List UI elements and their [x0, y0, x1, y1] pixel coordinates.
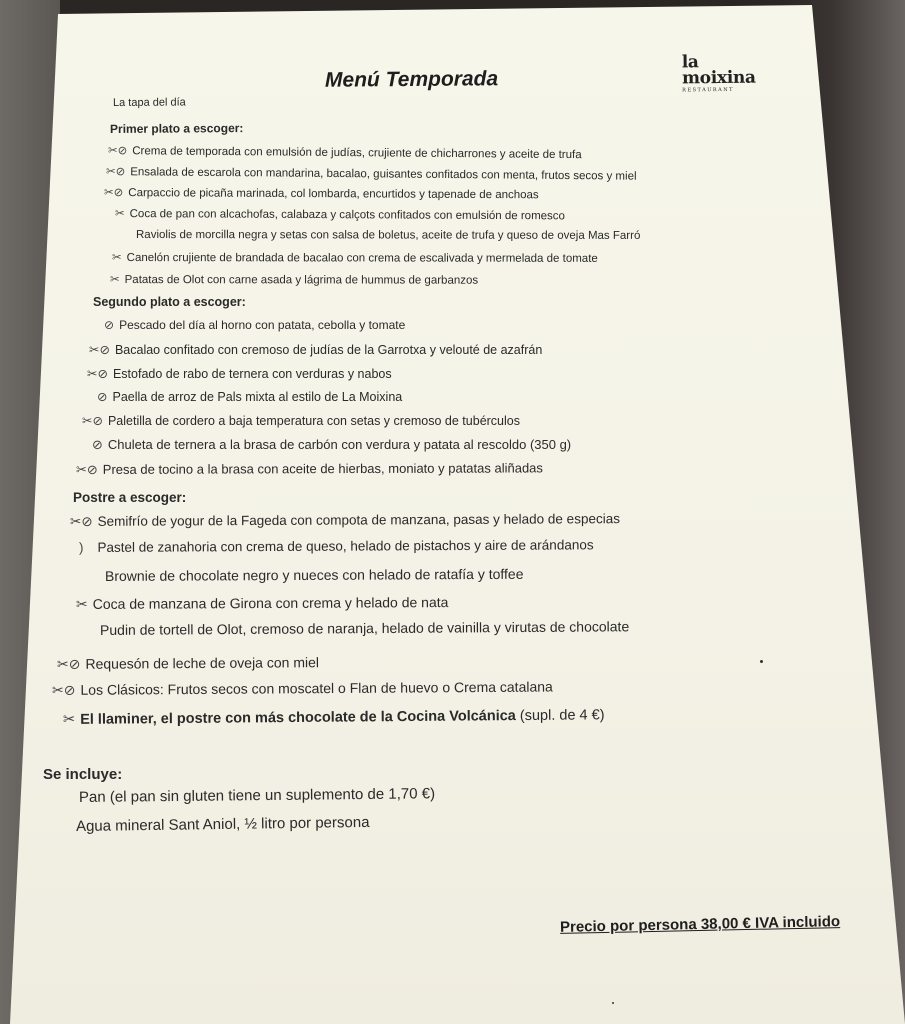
paper-speck [612, 1002, 614, 1004]
postre-heading: Postre a escoger: [73, 490, 187, 505]
menu-item: ✂ Patatas de Olot con carne asada y lágrima de hummus de garbanzos [109, 274, 479, 287]
dietary-icon: ✂⊘ [107, 145, 128, 158]
menu-item: ✂⊘ Semifrío de yogur de la Fageda con compota de manzana, pasas y helado de especias [69, 511, 620, 529]
menu-item: Brownie de chocolate negro y nueces con helado de ratafía y toffee [104, 565, 524, 584]
dietary-icon: ✂ [109, 274, 120, 287]
dietary-icon: ✂ [62, 711, 76, 728]
dietary-icon: ⊘ [92, 437, 103, 452]
menu-item: ⊘ Pescado del día al horno con patata, cebolla y tomate [104, 318, 406, 332]
primer-plato-heading: Primer plato a escoger: [109, 121, 244, 136]
menu-item: ) Pastel de zanahoria con crema de queso, helado de pistachos y aire de arándanos [78, 537, 594, 555]
menu-item-special: ✂ El llaminer, el postre con más chocolate de la Cocina Volcánica (supl. de 4 €) [62, 707, 605, 728]
dietary-icon: ) [78, 539, 84, 555]
menu-item: ✂⊘ Requesón de leche de oveja con miel [56, 654, 320, 672]
dietary-icon: ✂⊘ [105, 166, 126, 179]
tapa-del-dia: La tapa del día [112, 96, 186, 109]
menu-item: ⊘ Chuleta de ternera a la brasa de carbón con verdura y patata al rescoldo (350 g) [92, 437, 572, 452]
dietary-icon: ⊘ [97, 390, 108, 404]
paper-speck [760, 660, 763, 663]
menu-item: ✂ Canelón crujiente de brandada de bacalao con crema de escalivada y mermelada de tomate [111, 252, 598, 265]
dietary-icon: ✂⊘ [75, 461, 98, 477]
included-item: Pan (el pan sin gluten tiene un suplemento de 1,70 €) [78, 785, 436, 806]
dietary-icon: ✂⊘ [82, 414, 103, 428]
se-incluye-heading: Se incluye: [43, 766, 123, 783]
menu-item: Pudin de tortell de Olot, cremoso de naranja, helado de vainilla y virutas de chocolate [99, 618, 630, 638]
dietary-icon: ✂⊘ [56, 655, 81, 672]
segundo-plato-heading: Segundo plato a escoger: [93, 295, 246, 309]
dietary-icon: ✂⊘ [87, 367, 108, 381]
dietary-icon: ✂⊘ [103, 187, 124, 200]
price-per-person: Precio por persona 38,00 € IVA incluido [559, 913, 841, 936]
menu-item: ⊘ Paella de arroz de Pals mixta al estilo de La Moixina [97, 390, 403, 404]
dietary-icon: ✂ [75, 595, 88, 612]
menu-item: ✂ Coca de manzana de Girona con crema y helado de nata [75, 594, 449, 612]
dietary-icon: ✂⊘ [51, 681, 76, 698]
menu-item: ✂⊘ Presa de tocino a la brasa con aceite de hierbas, moniato y patatas aliñadas [75, 460, 543, 477]
menu-item: Raviolis de morcilla negra y setas con salsa de boletus, aceite de trufa y queso de oveja Mas Farró [135, 229, 641, 242]
restaurant-logo: la moixina RESTAURANT [681, 52, 756, 94]
menu-item: ✂⊘ Los Clásicos: Frutos secos con moscatel o Flan de huevo o Crema catalana [51, 678, 553, 698]
included-item: Agua mineral Sant Aniol, ½ litro por persona [75, 813, 370, 835]
dietary-icon: ⊘ [104, 318, 115, 332]
menu-item: ✂⊘ Bacalao confitado con cremoso de judías de la Garrotxa y velouté de azafrán [89, 343, 543, 357]
menu-item: ✂⊘ Carpaccio de picaña marinada, col lombarda, encurtidos y tapenade de anchoas [103, 187, 539, 202]
menu-item: ✂⊘ Crema de temporada con emulsión de judías, crujiente de chicharrones y aceite de trufa [107, 145, 582, 162]
menu-item: ✂⊘ Ensalada de escarola con mandarina, bacalao, guisantes confitados con menta, frutos secos y miel [105, 166, 637, 183]
dietary-icon: ✂⊘ [89, 343, 110, 357]
menu-item: ✂ Coca de pan con alcachofas, calabaza y calçots confitados con emulsión de romesco [114, 208, 566, 223]
menu-title: Menú Temporada [324, 67, 499, 92]
dietary-icon: ✂ [111, 252, 122, 265]
menu-item: ✂⊘ Estofado de rabo de ternera con verduras y nabos [87, 367, 392, 381]
dietary-icon: ✂ [114, 208, 125, 221]
dietary-icon: ✂⊘ [69, 513, 93, 529]
menu-item: ✂⊘ Paletilla de cordero a baja temperatura con setas y cremoso de tubérculos [82, 414, 520, 428]
